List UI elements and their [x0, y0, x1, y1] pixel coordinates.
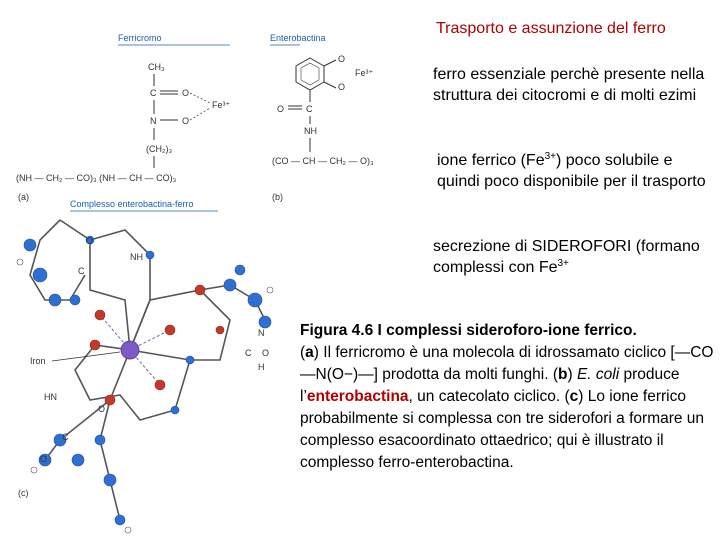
figure-caption: Figura 4.6 I complessi sideroforo-ione ferrico. (a) Il ferricromo è una molecola di idrossamato ciclico [—CO—N(O−)—] prodotta da molti funghi. (b) E. coli produce l’enterobactina, un catecolato ciclico. (c) Lo ione ferrico probabilmente si complessa con tre siderofori a formare un complesso esacoordinato ottaedrico; qui è illustrato il complesso ferro-enterobactina. — [300, 322, 714, 471]
b-nh: NH — [304, 126, 317, 136]
c-n: N — [258, 328, 265, 338]
c-o1: O — [86, 236, 94, 246]
label-enterobactina: Enterobactina — [270, 33, 326, 43]
paragraph-ferric-ion: ione ferrico $(Fe^{3+})$ poco solubile e quindi poco disponibile per il trasporto — [437, 151, 706, 190]
iron-label: Iron — [30, 356, 46, 366]
c-c3: C — [62, 432, 69, 442]
c-c1: C — [78, 266, 85, 276]
c-nh: NH — [130, 252, 143, 262]
c-hn: HN — [44, 392, 57, 402]
c-h: H — [258, 362, 265, 372]
b-c: C — [306, 104, 313, 114]
panel-c-label: (c) — [18, 488, 29, 498]
a-n: N — [150, 116, 157, 126]
label-ferricromo: Ferricromo — [118, 33, 162, 43]
b-o1: O — [338, 54, 346, 64]
c-o4: O — [40, 454, 48, 464]
panel-a-label: (a) — [18, 192, 29, 202]
paragraph-iron-essential: ferro essenziale perchè presente nella struttura dei citocromi e di molti ezimi — [433, 66, 705, 104]
c-o2: O — [262, 348, 270, 358]
c-o3: O — [98, 404, 106, 414]
caption-enterobactina-highlight: enterobactina — [306, 388, 409, 405]
panel-b-label: (b) — [272, 192, 283, 202]
b-o3: O — [277, 104, 285, 114]
paragraph-siderophores: secrezione di SIDEROFORI (formano complessi con $Fe^{3+}$ — [433, 238, 700, 276]
slide-title: Trasporto e assunzione del ferro — [436, 20, 666, 37]
a-chain: (NH — CH₂ — CO)₃ (NH — CH — CO)₃ — [16, 173, 177, 183]
a-c: C — [150, 88, 157, 98]
c-c2: C — [245, 348, 252, 358]
b-fe3: Fe³⁺ — [355, 68, 374, 78]
a-ch3: CH₃ — [148, 62, 165, 72]
b-chain: (CO — CH — CH₂ — O)₃ — [272, 156, 374, 166]
label-complesso: Complesso enterobactina-ferro — [70, 199, 194, 209]
a-fe3: Fe³⁺ — [212, 100, 231, 110]
a-o-top: O — [182, 88, 190, 98]
a-ch2-3: (CH₂)₃ — [146, 144, 173, 154]
b-o2: O — [338, 82, 346, 92]
caption-heading: Figura 4.6 I complessi sideroforo-ione ferrico. — [300, 322, 637, 339]
a-o-bottom: O — [182, 116, 190, 126]
